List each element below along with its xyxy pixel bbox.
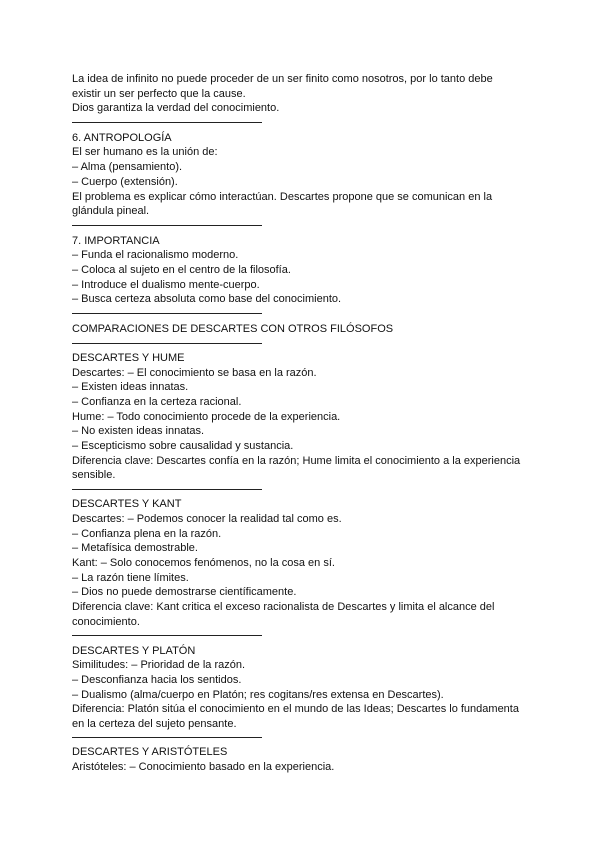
list-item: – Desconfianza hacia los sentidos. — [72, 674, 242, 686]
list-item: – Metafísica demostrable. — [72, 542, 198, 554]
list-item: – Confianza en la certeza racional. — [72, 396, 242, 408]
text-line: existir un ser perfecto que la cause. — [72, 88, 246, 100]
separator-rule — [72, 225, 262, 226]
text-line: Diferencia clave: Kant critica el exceso racionalista de Descartes y limita el alcance del — [72, 601, 495, 613]
separator-rule — [72, 122, 262, 123]
list-item: – La razón tiene límites. — [72, 572, 189, 584]
list-item: – Confianza plena en la razón. — [72, 528, 222, 540]
text-line: sensible. — [72, 469, 116, 481]
text-line: La idea de infinito no puede proceder de un ser finito como nosotros, por lo tanto debe — [72, 73, 493, 85]
section-heading: DESCARTES Y HUME — [72, 352, 185, 364]
separator-rule — [72, 343, 262, 344]
text-line: El problema es explicar cómo interactúan. Descartes propone que se comunican en la — [72, 191, 493, 203]
section-heading: 6. ANTROPOLOGÍA — [72, 132, 172, 144]
text-line: conocimiento. — [72, 616, 140, 628]
text-line: Hume: – Todo conocimiento procede de la experiencia. — [72, 411, 341, 423]
list-item: – Alma (pensamiento). — [72, 161, 183, 173]
section-heading: DESCARTES Y ARISTÓTELES — [72, 746, 228, 758]
list-item: – Dualismo (alma/cuerpo en Platón; res cogitans/res extensa en Descartes). — [72, 689, 444, 701]
text-line: Descartes: – Podemos conocer la realidad tal como es. — [72, 513, 342, 525]
text-line: Kant: – Solo conocemos fenómenos, no la cosa en sí. — [72, 557, 335, 569]
text-line: El ser humano es la unión de: — [72, 146, 218, 158]
text-line: Aristóteles: – Conocimiento basado en la experiencia. — [72, 761, 335, 773]
separator-rule — [72, 313, 262, 314]
list-item: – Funda el racionalismo moderno. — [72, 249, 239, 261]
list-item: – Escepticismo sobre causalidad y sustancia. — [72, 440, 294, 452]
list-item: – Busca certeza absoluta como base del conocimiento. — [72, 293, 342, 305]
text-line: Similitudes: – Prioridad de la razón. — [72, 659, 246, 671]
text-line: Dios garantiza la verdad del conocimiento. — [72, 102, 280, 114]
section-heading: 7. IMPORTANCIA — [72, 235, 160, 247]
list-item: – Coloca al sujeto en el centro de la filosofía. — [72, 264, 291, 276]
list-item: – Cuerpo (extensión). — [72, 176, 178, 188]
text-line: Descartes: – El conocimiento se basa en la razón. — [72, 367, 317, 379]
section-heading: COMPARACIONES DE DESCARTES CON OTROS FILÓSOFOS — [72, 323, 394, 335]
list-item: – Introduce el dualismo mente-cuerpo. — [72, 279, 260, 291]
list-item: – No existen ideas innatas. — [72, 425, 205, 437]
separator-rule — [72, 635, 262, 636]
list-item: – Dios no puede demostrarse científicamente. — [72, 586, 297, 598]
text-line: glándula pineal. — [72, 205, 150, 217]
section-heading: DESCARTES Y PLATÓN — [72, 645, 196, 657]
separator-rule — [72, 737, 262, 738]
section-heading: DESCARTES Y KANT — [72, 498, 182, 510]
text-line: en la certeza del sujeto pensante. — [72, 718, 237, 730]
text-line: Diferencia clave: Descartes confía en la razón; Hume limita el conocimiento a la experiencia — [72, 455, 521, 467]
text-line: Diferencia: Platón sitúa el conocimiento en el mundo de las Ideas; Descartes lo fundamenta — [72, 703, 519, 715]
separator-rule — [72, 489, 262, 490]
list-item: – Existen ideas innatas. — [72, 381, 189, 393]
